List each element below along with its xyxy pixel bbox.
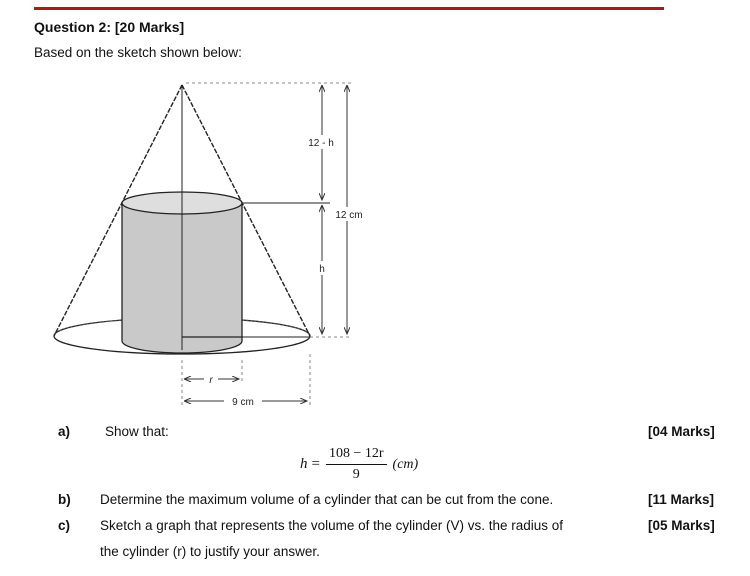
part-a-letter: a) <box>58 424 71 439</box>
formula-denominator: 9 <box>352 467 360 482</box>
part-c-letter: c) <box>58 518 71 533</box>
label-12-minus-h: 12 - h <box>308 138 334 149</box>
label-r: r <box>209 375 213 386</box>
part-c-line2: the cylinder (r) to justify your answer. <box>100 544 320 559</box>
intro-text: Based on the sketch shown below: <box>34 45 242 60</box>
formula-unit: (cm) <box>392 456 419 472</box>
label-12cm: 12 cm <box>335 210 363 221</box>
part-b-letter: b) <box>58 492 71 507</box>
part-c-line1: Sketch a graph that represents the volume of the cylinder (V) vs. the radius of <box>100 518 563 533</box>
part-a-marks: [04 Marks] <box>648 424 715 439</box>
part-b-marks: [11 Marks] <box>648 492 715 507</box>
formula-h <box>300 446 418 483</box>
formula-fraction <box>326 446 387 483</box>
label-h: h <box>319 264 325 275</box>
part-a-text: Show that: <box>105 424 169 439</box>
question-title: Question 2: [20 Marks] <box>34 19 185 35</box>
part-c-marks: [05 Marks] <box>648 518 715 533</box>
formula-equals: = <box>311 456 320 472</box>
part-b-text: Determine the maximum volume of a cylinder that can be cut from the cone. <box>100 492 554 507</box>
formula-numerator: 108 − 12r <box>326 446 387 465</box>
label-9cm: 9 cm <box>232 397 254 408</box>
formula-lhs: h <box>300 456 308 472</box>
